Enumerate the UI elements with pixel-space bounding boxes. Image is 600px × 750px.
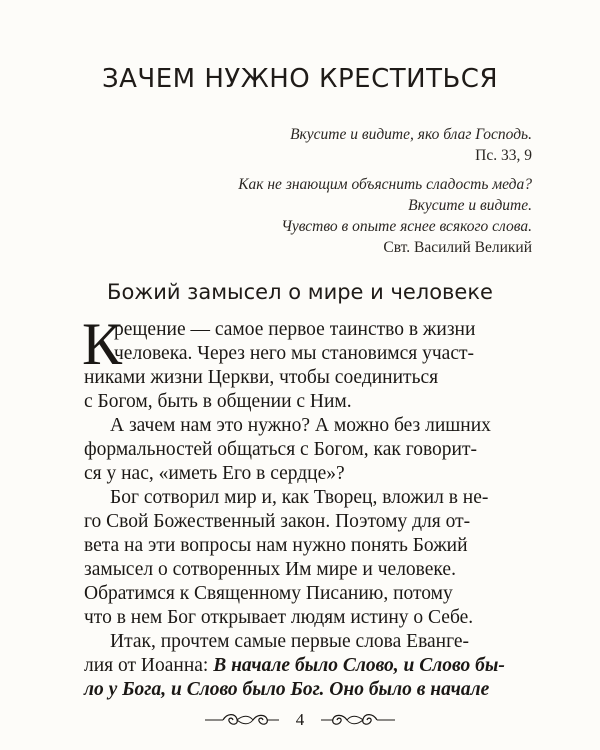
- scripture-quote: ло у Бога, и Слово было Бог. Оно было в начале: [84, 679, 490, 700]
- text-line: с Богом, быть в общении с Ним.: [84, 391, 352, 412]
- drop-cap: К: [82, 311, 123, 377]
- epigraph-quote: Вкусите и видите, яко благ Господь.: [290, 126, 532, 143]
- text-line: вета на эти вопросы нам нужно понять Божий: [84, 535, 468, 556]
- epigraph-source: Пс. 33, 9: [475, 147, 532, 164]
- text-line: человека. Через него мы становимся участ-: [114, 343, 474, 364]
- text-line: го Свой Божественный закон. Поэтому для от-: [84, 511, 471, 532]
- text-line: Обратимся к Священному Писанию, потому: [84, 583, 453, 604]
- text-line: ся у нас, «иметь Его в сердце»?: [84, 463, 345, 484]
- ornament-left-icon: [203, 711, 281, 729]
- epigraph-source: Свт. Василий Великий: [383, 239, 532, 256]
- text-span: лия от Иоанна:: [84, 655, 214, 676]
- epigraph-quote-line: Как не знающим объяснить сладость меда?: [238, 176, 532, 193]
- section-heading: Божий замысел о мире и человеке: [107, 280, 493, 304]
- epigraph: [72, 124, 532, 258]
- ornament-right-icon: [319, 711, 397, 729]
- page-number: 4: [295, 709, 305, 729]
- text-line: Бог сотворил мир и, как Творец, вложил в не-: [110, 487, 489, 508]
- scripture-quote: В начале было Слово, и Слово бы-: [213, 655, 505, 676]
- text-line: А зачем нам это нужно? А можно без лишних: [110, 415, 491, 436]
- page-footer: [0, 709, 600, 733]
- text-line: никами жизни Церкви, чтобы соединиться: [84, 367, 439, 388]
- epigraph-quote-line: Чувство в опыте яснее всякого слова.: [281, 218, 532, 235]
- text-line: [84, 654, 528, 678]
- text-line: что в нем Бог открывает людям истину о Себе.: [84, 607, 474, 628]
- text-line: формальностей общаться с Богом, как говорит-: [84, 439, 477, 460]
- epigraph-quote-line: Вкусите и видите.: [408, 197, 532, 214]
- text-line: замысел о сотворенных Им мире и человеке.: [84, 559, 456, 580]
- text-line: Итак, прочтем самые первые слова Еванге-: [110, 631, 470, 652]
- page-title: ЗАЧЕМ НУЖНО КРЕСТИТЬСЯ: [101, 64, 499, 94]
- text-line: рещение — самое первое таинство в жизни: [114, 319, 476, 340]
- body-text: [82, 311, 528, 702]
